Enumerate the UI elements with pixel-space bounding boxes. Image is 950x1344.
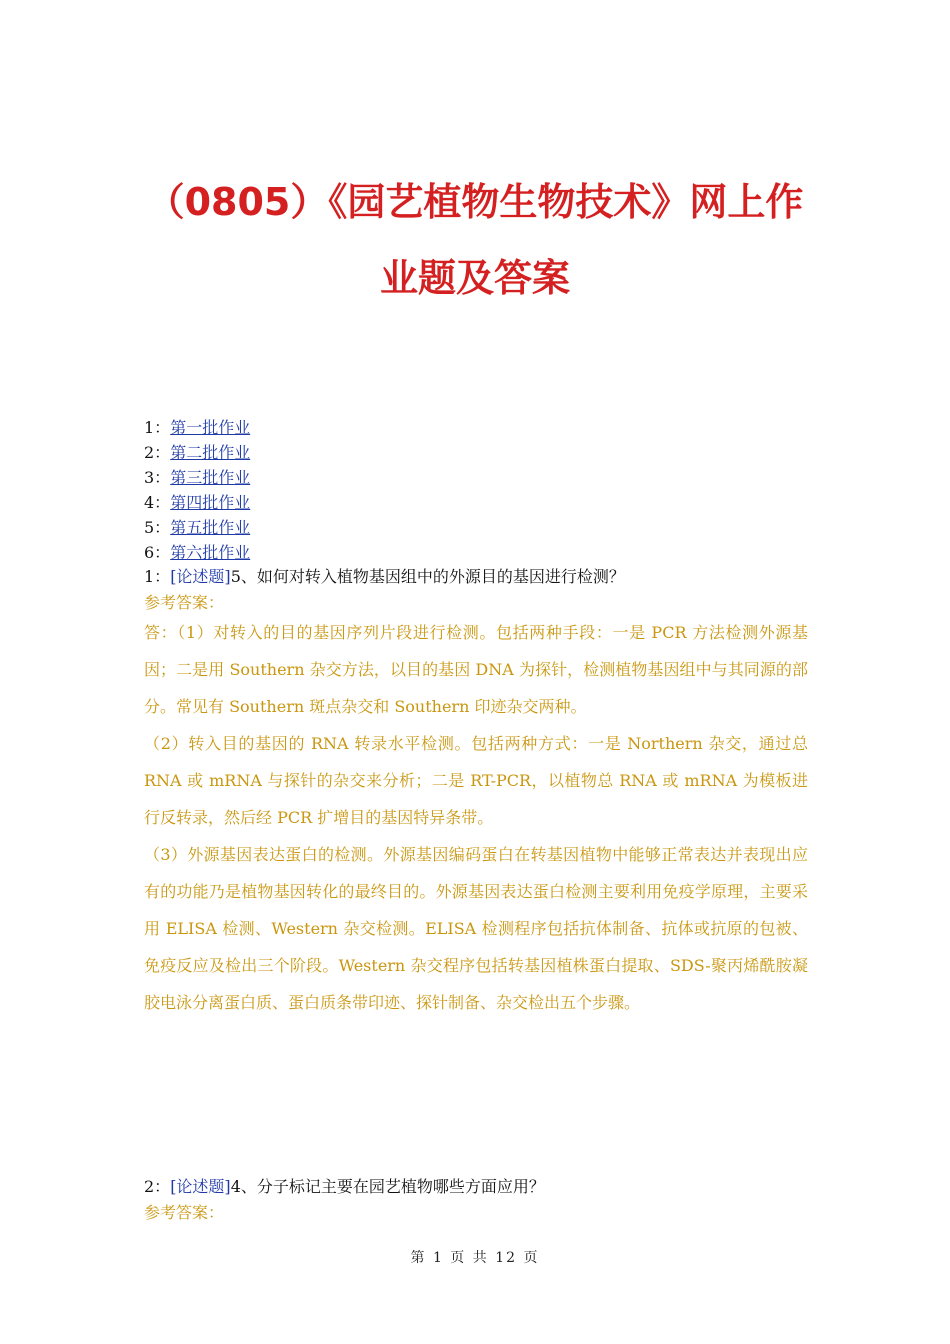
- toc-link-batch-4[interactable]: 第四批作业: [170, 493, 251, 512]
- assignment-toc: [144, 415, 250, 565]
- document-title-line1: （0805）《园艺植物生物技术》网上作: [146, 180, 804, 224]
- question-number: 2：: [144, 1177, 171, 1196]
- answer-paragraph-2: （2）转入目的基因的 RNA 转录水平检测。包括两种方式：一是 Northern 杂交，通过总 RNA 或 mRNA 与探针的杂交来分析；二是 RT-PCR，以植物总 RNA 或 mRNA 为模板进行反转录，然后经 PCR 扩增目的基因特异条带。: [144, 734, 808, 827]
- toc-item: 6：第六批作业: [144, 543, 251, 562]
- toc-link-batch-3[interactable]: 第三批作业: [170, 468, 251, 487]
- toc-link-batch-2[interactable]: 第二批作业: [170, 443, 251, 462]
- toc-link-batch-1[interactable]: 第一批作业: [170, 418, 251, 437]
- answer-paragraph-3: （3）外源基因表达蛋白的检测。外源基因编码蛋白在转基因植物中能够正常表达并表现出应有的功能乃是植物基因转化的最终目的。外源基因表达蛋白检测主要利用免疫学原理，主要采用 ELISA 检测、Western 杂交检测。ELISA 检测程序包括抗体制备、抗体或抗原的包被、免疫反应及检出三个阶段。Western 杂交程序包括转基因植株蛋白提取、SDS-聚丙烯酰胺凝胶电泳分离蛋白质、蛋白质条带印迹、探针制备、杂交检出五个步骤。: [144, 845, 808, 1012]
- toc-link-batch-5[interactable]: 第五批作业: [170, 518, 251, 537]
- question-2: [144, 1176, 545, 1198]
- toc-item: 3：第三批作业: [144, 468, 251, 487]
- reference-answer-label: 参考答案：: [144, 593, 225, 612]
- question-text: 5、如何对转入植物基因组中的外源目的基因进行检测？: [230, 567, 625, 586]
- toc-item: 2：第二批作业: [144, 443, 251, 462]
- toc-item: 4：第四批作业: [144, 493, 251, 512]
- question-number: 1：: [144, 567, 171, 586]
- question-text: 4、分子标记主要在园艺植物哪些方面应用？: [230, 1177, 545, 1196]
- question-1: [144, 566, 625, 588]
- page-footer: 第 1 页 共 12 页: [410, 1250, 540, 1266]
- reference-answer-label: 参考答案：: [144, 1203, 225, 1222]
- question-type-tag: [论述题]: [170, 567, 231, 586]
- answer-paragraph-1: 答：（1）对转入的目的基因序列片段进行检测。包括两种手段：一是 PCR 方法检测外源基因；二是用 Southern 杂交方法，以目的基因 DNA 为探针，检测植物基因组中与其同源的部分。常见有 Southern 斑点杂交和 Southern 印迹杂交两种。: [144, 623, 808, 716]
- toc-item: 1：第一批作业: [144, 418, 251, 437]
- toc-item: 5：第五批作业: [144, 518, 251, 537]
- question-type-tag: [论述题]: [170, 1177, 231, 1196]
- toc-link-batch-6[interactable]: 第六批作业: [170, 543, 251, 562]
- document-title-line2: 业题及答案: [379, 256, 570, 300]
